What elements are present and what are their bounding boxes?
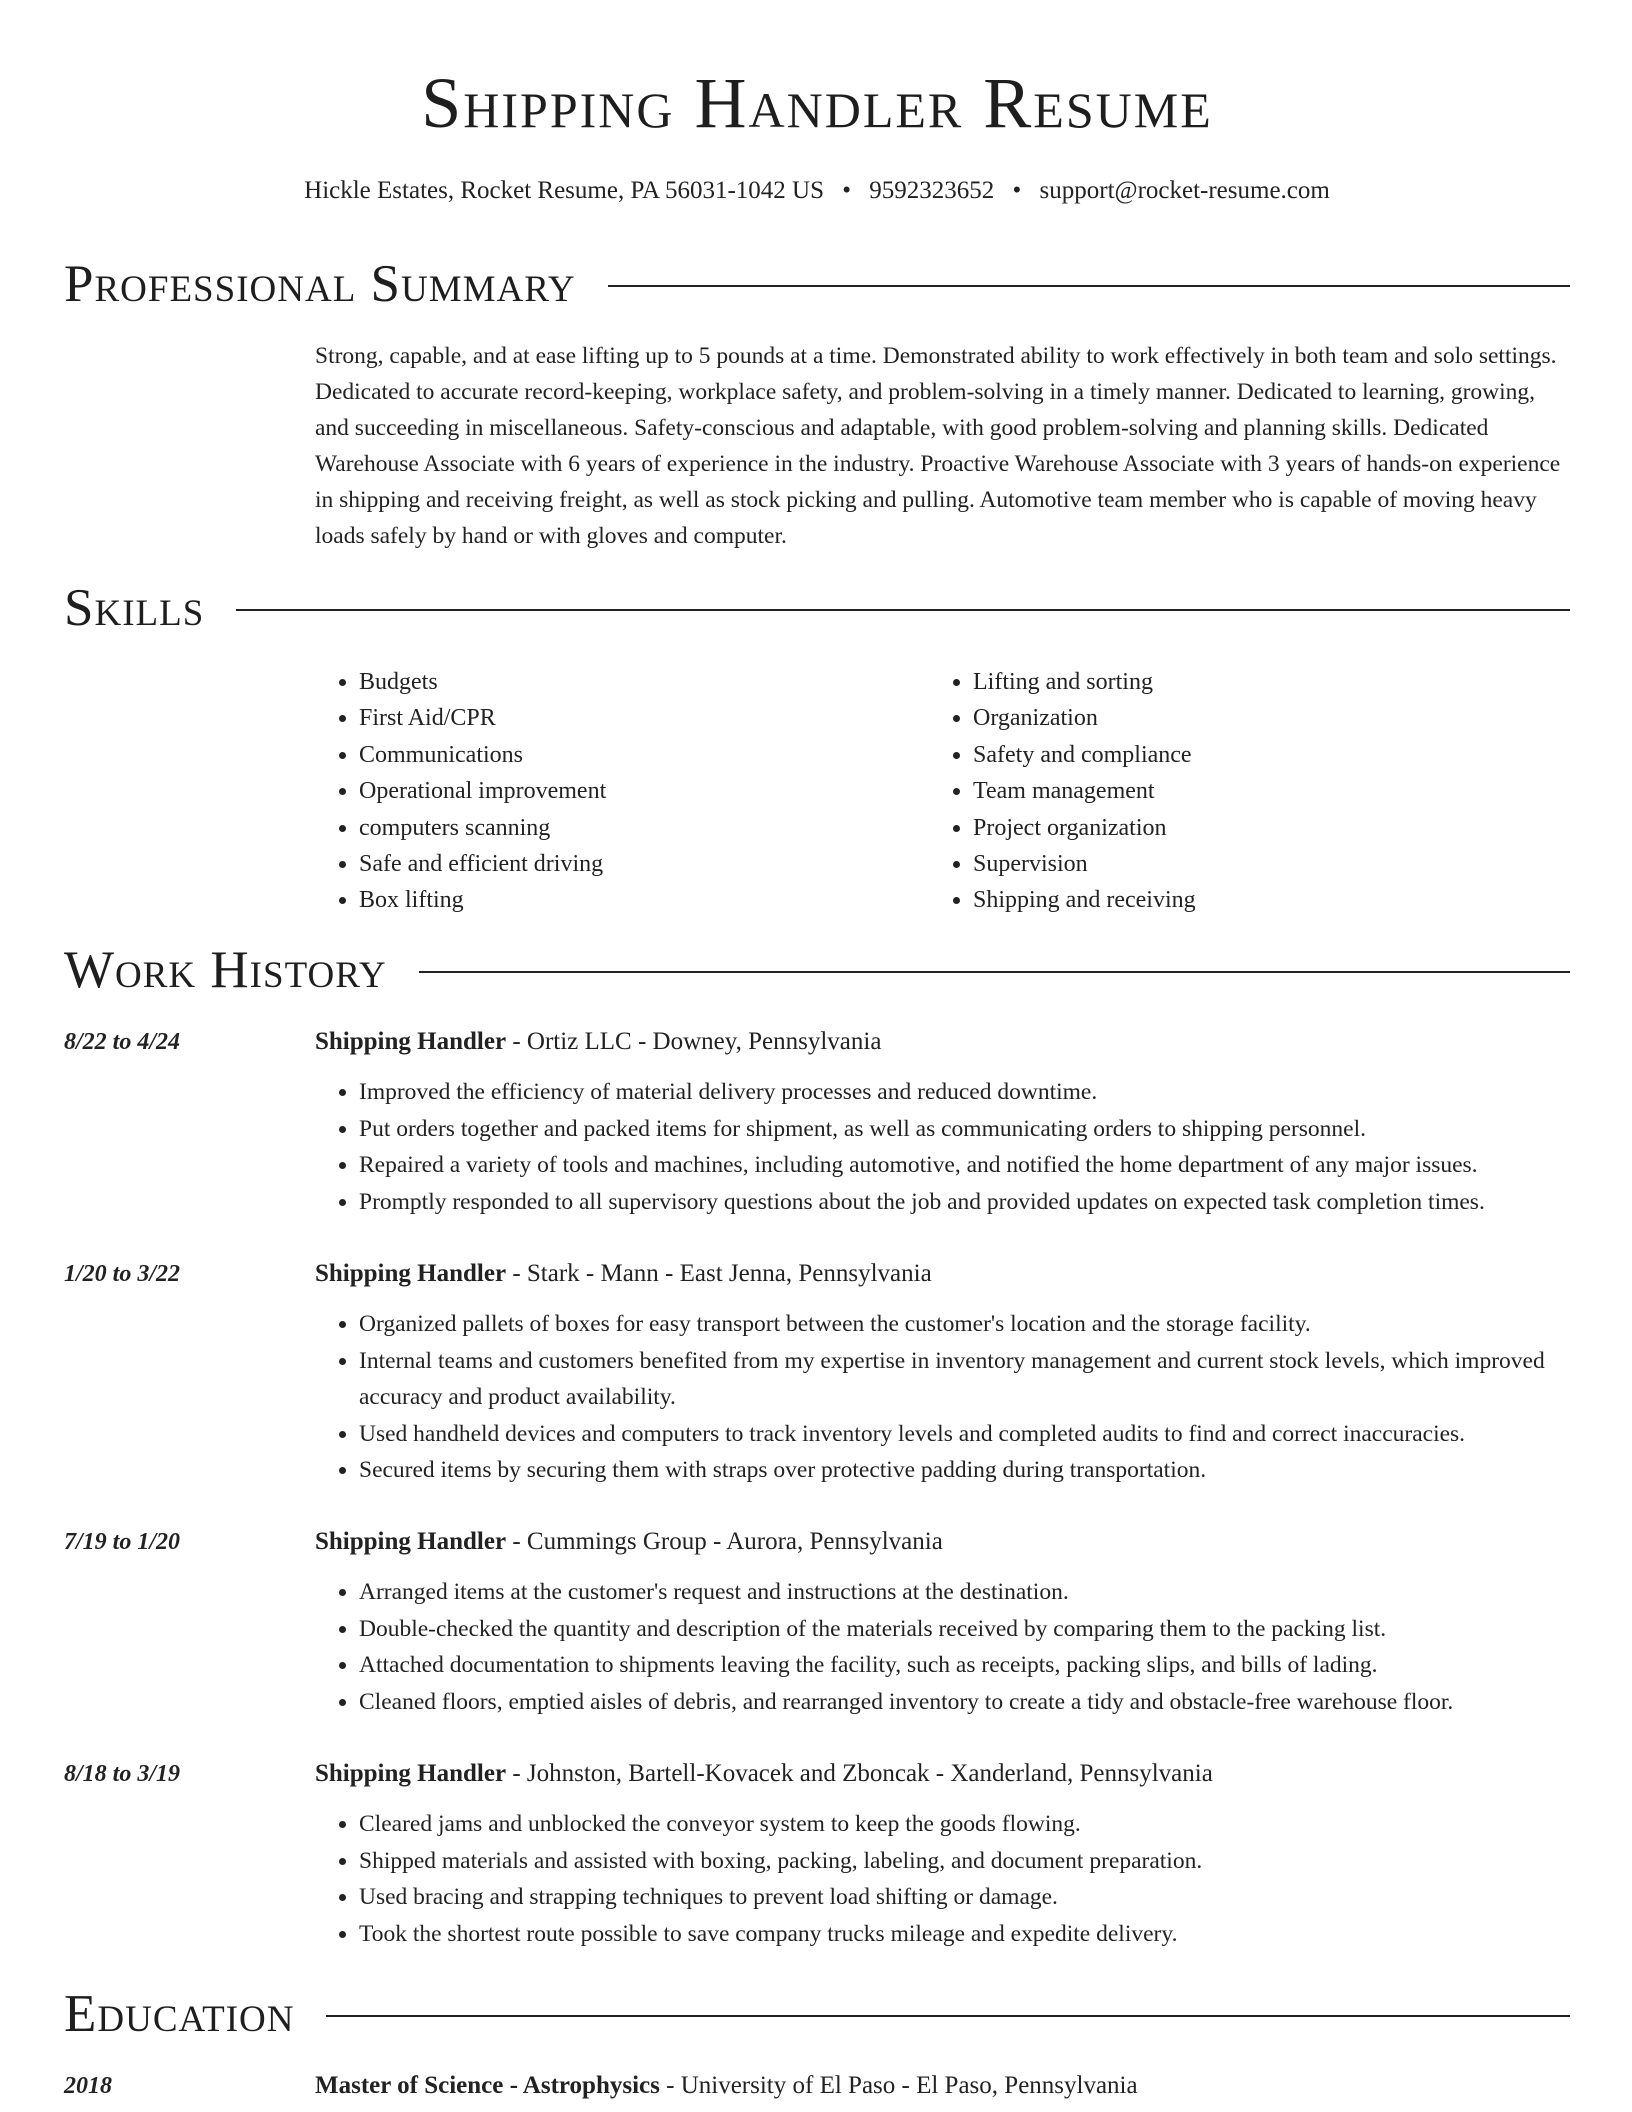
job-bullet: • Cleared jams and unblocked the conveyor system to keep the goods flowing. [359, 1806, 1609, 1843]
skill-item: • Shipping and receiving [973, 882, 1196, 918]
skill-item: • Box lifting [359, 882, 606, 918]
section-divider [419, 971, 1570, 973]
skill-item: • Safety and compliance [973, 737, 1196, 773]
job-title: Shipping Handler [315, 1028, 507, 1055]
skill-item: • Operational improvement [359, 773, 606, 809]
job-company: - Ortiz LLC - Downey, Pennsylvania [506, 1028, 882, 1055]
education-heading [315, 2068, 1138, 2104]
job-dates: 8/18 to 3/19 [64, 1761, 181, 1787]
section-header-education [64, 1982, 1570, 2046]
job-dates: 1/20 to 3/22 [64, 1261, 181, 1287]
contact-separator: • [842, 177, 852, 204]
contact-line [64, 174, 1570, 208]
section-header-summary [64, 252, 1570, 316]
section-title-skills: Skills [64, 579, 205, 637]
job-heading [315, 1524, 943, 1560]
skill-item: • Safe and efficient driving [359, 846, 606, 882]
job-bullet: • Organized pallets of boxes for easy transport between the customer's location and the storage facility. [359, 1306, 1609, 1343]
skill-item: • Project organization [973, 810, 1196, 846]
job-bullet: • Arranged items at the customer's request and instructions at the destination. [359, 1574, 1609, 1611]
job-bullets [315, 1306, 1609, 1489]
skill-item: • Communications [359, 737, 606, 773]
skills-list-right [929, 664, 1196, 919]
summary-text: Strong, capable, and at ease lifting up to 5 pounds at a time. Demonstrated ability to work effectively in both team and solo settings. Dedicated to accurate record-keeping, workplace safety, and problem-solving in a timely manner. Dedicated to learning, growing, and succeeding in miscellaneous. Safety-conscious and adaptable, with good problem-solving and planning skills. Dedicated Warehouse Associate with 6 years of experience in the industry. Proactive Warehouse Associate with 3 years of hands-on experience in shipping and receiving freight, as well as stock picking and pulling. Automotive team member who is capable of moving heavy loads safely by hand or with gloves and computer. [315, 343, 1561, 549]
job-company: - Johnston, Bartell-Kovacek and Zboncak - Xanderland, Pennsylvania [506, 1760, 1213, 1787]
job-bullet: • Cleaned floors, emptied aisles of debris, and rearranged inventory to create a tidy and obstacle-free warehouse floor. [359, 1684, 1609, 1721]
section-divider [236, 609, 1570, 611]
section-title-education: Education [64, 1985, 295, 2043]
job-company: - Cummings Group - Aurora, Pennsylvania [506, 1528, 943, 1555]
job-dates: 8/22 to 4/24 [64, 1029, 181, 1055]
section-title-summary: Professional Summary [64, 255, 576, 313]
skill-item: • Budgets [359, 664, 606, 700]
education-school: - University of El Paso - El Paso, Pennsylvania [659, 2072, 1138, 2099]
skills-list-left [315, 664, 606, 919]
skill-item: • Supervision [973, 846, 1196, 882]
job-title: Shipping Handler [315, 1260, 507, 1287]
job-dates: 7/19 to 1/20 [64, 1529, 181, 1555]
job-bullet: • Promptly responded to all supervisory questions about the job and provided updates on expected task completion times. [359, 1184, 1609, 1221]
job-bullet: • Improved the efficiency of material delivery processes and reduced downtime. [359, 1074, 1609, 1111]
skill-item: • First Aid/CPR [359, 700, 606, 736]
education-degree: Master of Science - Astrophysics [315, 2072, 660, 2099]
job-bullet: • Shipped materials and assisted with boxing, packing, labeling, and document preparation. [359, 1843, 1609, 1880]
job-title: Shipping Handler [315, 1528, 507, 1555]
job-bullet: • Put orders together and packed items for shipment, as well as communicating orders to shipping personnel. [359, 1111, 1609, 1148]
resume-title: Shipping Handler Resume [421, 63, 1213, 143]
job-bullet: • Double-checked the quantity and description of the materials received by comparing them to the packing list. [359, 1611, 1609, 1648]
job-heading [315, 1024, 881, 1060]
contact-address: Hickle Estates, Rocket Resume, PA 56031-1042 US [304, 177, 825, 204]
section-title-work-history: Work History [64, 941, 387, 999]
job-bullet: • Internal teams and customers benefited from my expertise in inventory management and current stock levels, which improved accuracy and product availability. [359, 1343, 1609, 1416]
job-bullets [315, 1074, 1609, 1220]
education-year: 2018 [64, 2073, 112, 2099]
section-divider [608, 285, 1570, 287]
skill-item: • Organization [973, 700, 1196, 736]
job-company: - Stark - Mann - East Jenna, Pennsylvania [506, 1260, 932, 1287]
job-bullet: • Secured items by securing them with straps over protective padding during transportation. [359, 1452, 1609, 1489]
job-bullet: • Used bracing and strapping techniques to prevent load shifting or damage. [359, 1879, 1609, 1916]
skill-item: • computers scanning [359, 810, 606, 846]
contact-phone: 9592323652 [869, 177, 995, 204]
job-bullet: • Used handheld devices and computers to track inventory levels and completed audits to find and correct inaccuracies. [359, 1416, 1609, 1453]
job-bullet: • Took the shortest route possible to save company trucks mileage and expedite delivery. [359, 1916, 1609, 1953]
job-bullets [315, 1574, 1609, 1720]
section-header-work-history [64, 938, 1570, 1002]
job-heading [315, 1256, 932, 1292]
job-bullet: • Attached documentation to shipments leaving the facility, such as receipts, packing slips, and bills of lading. [359, 1647, 1609, 1684]
job-title: Shipping Handler [315, 1760, 507, 1787]
skill-item: • Team management [973, 773, 1196, 809]
section-header-skills [64, 576, 1570, 640]
job-bullets [315, 1806, 1609, 1952]
job-heading [315, 1756, 1213, 1792]
job-bullet: • Repaired a variety of tools and machines, including automotive, and notified the home department of any major issues. [359, 1147, 1609, 1184]
section-divider [326, 2015, 1570, 2017]
contact-separator: • [1012, 177, 1022, 204]
skill-item: • Lifting and sorting [973, 664, 1196, 700]
contact-email: support@rocket-resume.com [1039, 177, 1330, 204]
